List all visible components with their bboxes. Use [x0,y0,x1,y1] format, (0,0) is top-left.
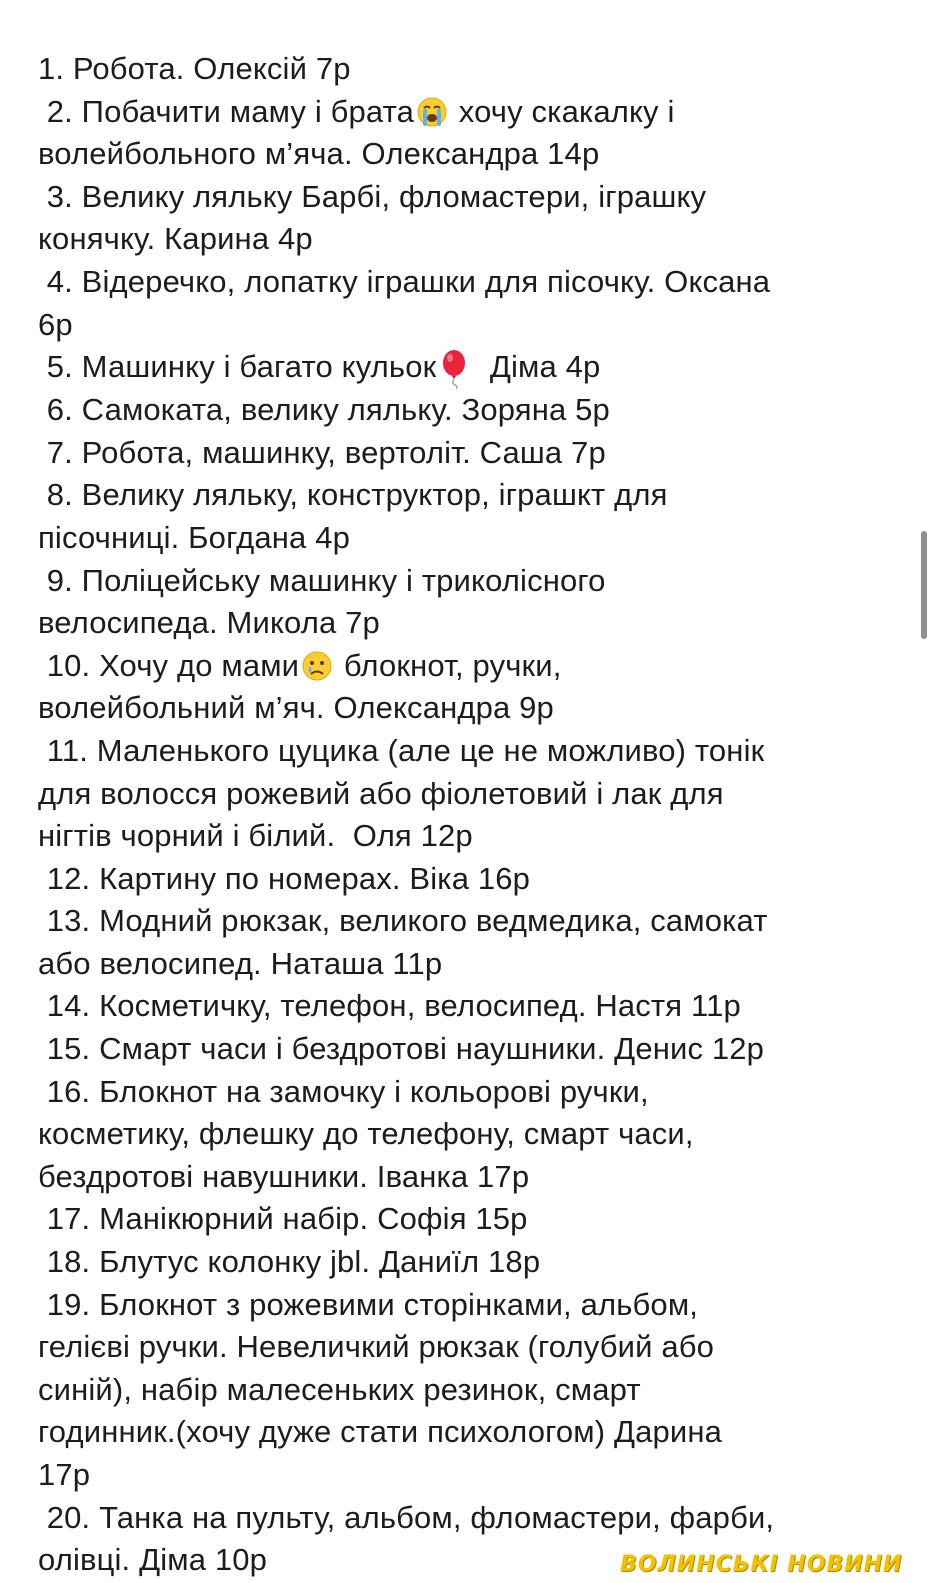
note-line-text: годинник.(хочу дуже стати психологом) Дарина [38,1414,723,1450]
note-line-text-after-emoji: хочу скакалку і [450,93,675,129]
note-line [38,773,918,816]
note-line [38,517,918,560]
loudly-crying-face-icon [416,96,448,128]
note-line-text-after-emoji: Діма 4р [472,349,601,385]
note-line [38,1369,918,1412]
note-line-text: 6. Самоката, велику ляльку. Зоряна 5р [38,392,610,428]
note-text-body[interactable] [38,48,918,1582]
note-line-text: косметику, флешку до телефону, смарт часи, [38,1116,694,1152]
note-line [38,1028,918,1071]
note-line-text: 12. Картину по номерах. Віка 16р [38,860,531,896]
note-line [38,560,918,603]
note-line [38,985,918,1028]
top-edge [0,0,935,6]
note-line-text: 9. Поліцейську машинку і триколісного [38,562,606,598]
note-line-text: пісочниці. Богдана 4р [38,519,350,555]
note-line [38,261,918,304]
note-line [38,645,918,688]
note-line-text: 5. Машинку і багато кульок [38,349,437,385]
balloon-icon [438,349,470,389]
note-line [38,304,918,347]
note-line-text: 16. Блокнот на замочку і кольорові ручки, [38,1073,649,1109]
note-line [38,48,918,91]
note-line-text: 17. Манікюрний набір. Софія 15р [38,1201,528,1237]
note-line-text: велосипеда. Микола 7р [38,605,380,641]
note-line [38,1284,918,1327]
note-line [38,389,918,432]
note-line-text: 13. Модний рюкзак, великого ведмедика, самокат [38,903,768,939]
note-line-text: 7. Робота, машинку, вертоліт. Саша 7р [38,434,606,470]
note-line [38,730,918,773]
note-line [38,91,918,134]
note-line-text: 8. Велику ляльку, конструктор, іграшкт для [38,477,668,513]
note-line-text: конячку. Карина 4р [38,221,313,257]
crying-face-icon [301,650,333,682]
note-line-text: 2. Побачити маму і брата [38,93,415,129]
note-line [38,474,918,517]
note-line [38,943,918,986]
note-line-text: бездротові навушники. Іванка 17р [38,1158,530,1194]
note-line-text: 11. Маленького цуцика (але це не можливо) тонік [38,732,765,768]
note-line [38,1326,918,1369]
note-line [38,432,918,475]
note-line [38,1241,918,1284]
note-line [38,176,918,219]
note-line [38,1454,918,1497]
note-line-text: 6р [38,306,73,342]
note-line-text: гелієві ручки. Невеличкий рюкзак (голубий або [38,1329,715,1365]
note-line [38,1497,918,1540]
note-line [38,687,918,730]
note-line [38,346,918,389]
note-line [38,1113,918,1156]
note-line [38,1156,918,1199]
note-line-text: 19. Блокнот з рожевими сторінками, альбом, [38,1286,699,1322]
note-line-text: олівці. Діма 10р [38,1542,268,1578]
note-line-text: 18. Блутус колонку jbl. Даниїл 18р [38,1244,541,1280]
note-line-text: або велосипед. Наташа 11р [38,945,443,981]
note-line [38,900,918,943]
note-line-text: волейбольний м’яч. Олександра 9р [38,690,554,726]
note-line-text: 14. Косметичку, телефон, велосипед. Настя 11р [38,988,741,1024]
note-line-text: 4. Відеречко, лопатку іграшки для пісочку. Оксана [38,263,771,299]
note-line-text: 20. Танка на пульту, альбом, фломастери, фарби, [38,1499,775,1535]
note-line-text-after-emoji: блокнот, ручки, [335,647,562,683]
note-line [38,1411,918,1454]
note-line-text: 17р [38,1457,91,1492]
note-line-text: для волосся рожевий або фіолетовий і лак для [38,775,724,811]
note-line [38,1198,918,1241]
note-line-text: 1. Робота. Олексій 7р [38,51,351,86]
note-line [38,858,918,901]
note-line [38,1071,918,1114]
note-line [38,218,918,261]
note-line [38,133,918,176]
watermark-logo: ВОЛИНСЬКІ НОВИНИ [620,1552,903,1577]
note-line [38,815,918,858]
note-line-text: синій), набір малесеньких резинок, смарт [38,1371,641,1407]
note-line-text: волейбольного м’яча. Олександра 14р [38,136,600,172]
note-line [38,602,918,645]
note-line-text: нігтів чорний і білий. Оля 12р [38,818,473,854]
note-line-text: 15. Смарт часи і бездротові наушники. Денис 12р [38,1031,765,1067]
note-line-text: 3. Велику ляльку Барбі, фломастери, іграшку [38,178,707,214]
note-line-text: 10. Хочу до мами [38,647,300,683]
scrollbar-thumb[interactable] [921,531,927,639]
